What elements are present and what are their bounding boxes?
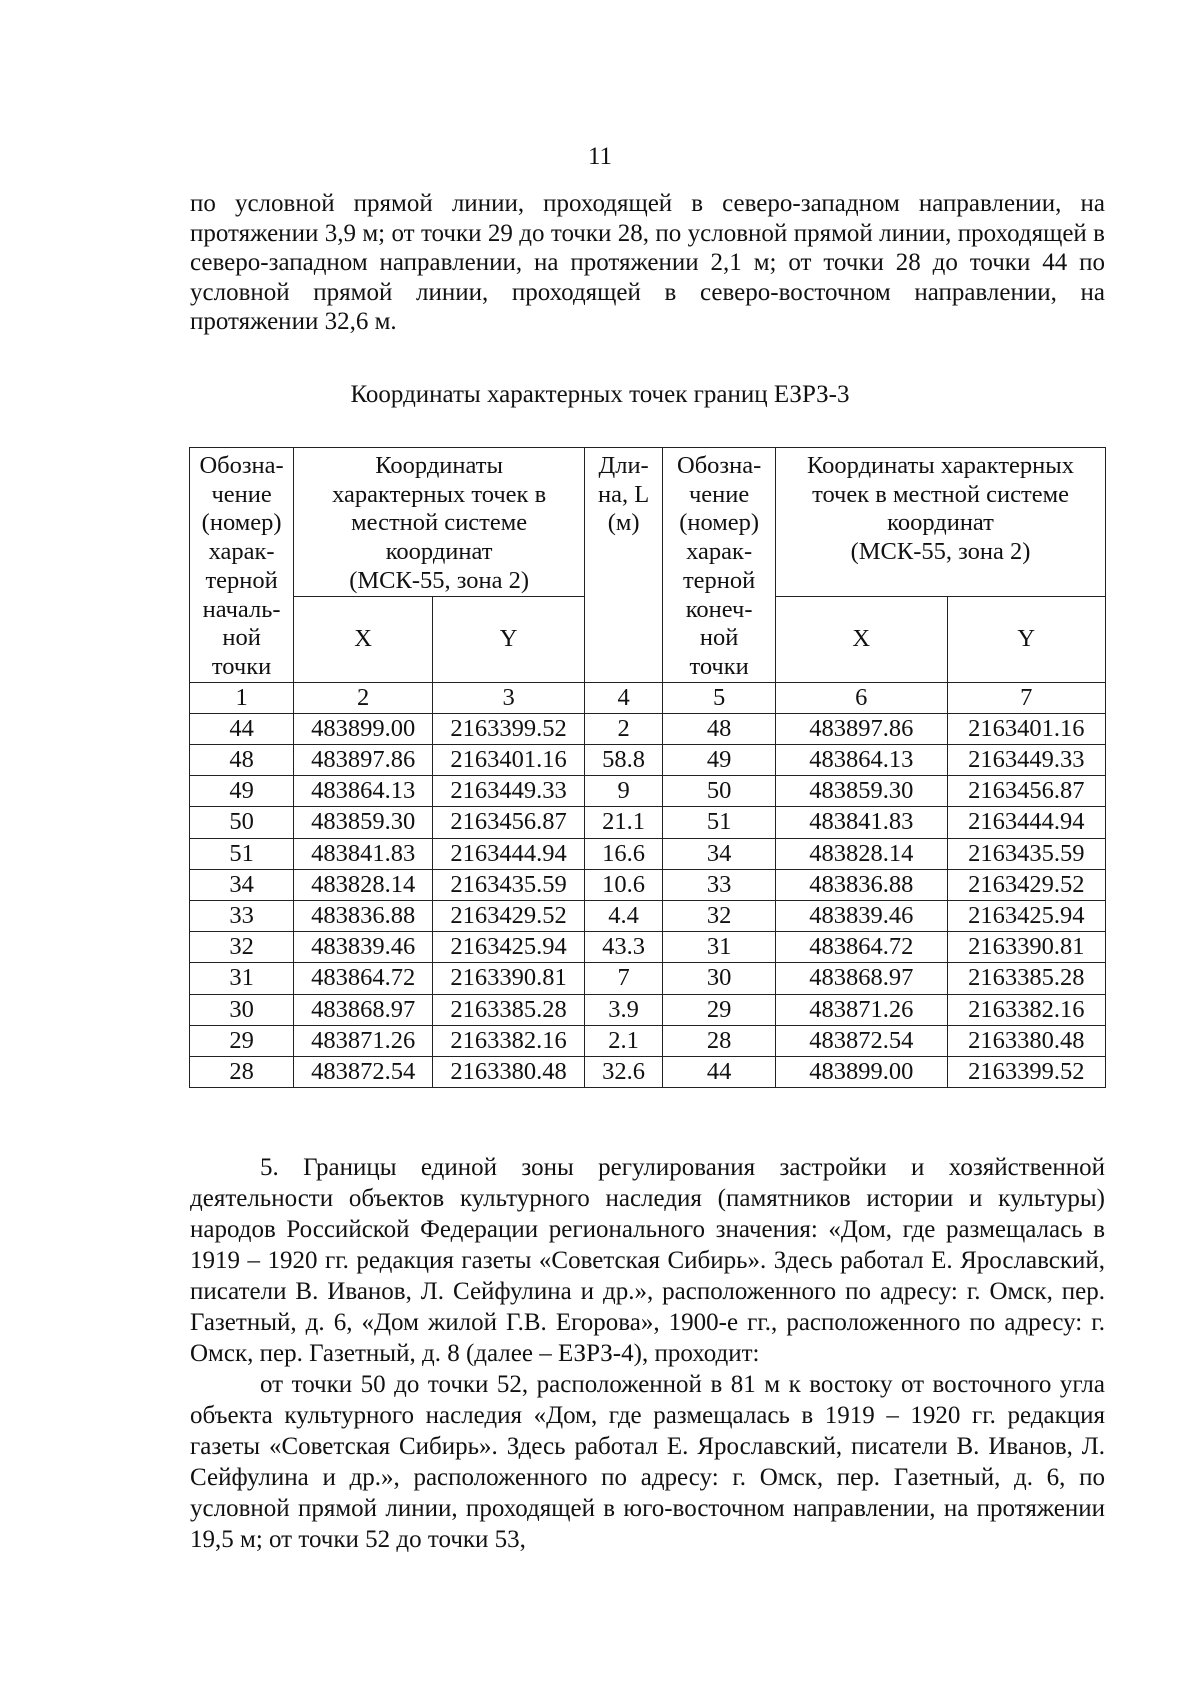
table-cell: 3.9 <box>585 994 663 1025</box>
table-cell: 28 <box>663 1025 776 1056</box>
column-numbers-row <box>190 682 1106 713</box>
coordinates-table <box>189 447 1106 1088</box>
table-cell: 34 <box>663 838 776 869</box>
column-number: 1 <box>190 682 294 713</box>
table-cell: 32.6 <box>585 1056 663 1087</box>
table-row <box>190 994 1106 1025</box>
table-cell: 30 <box>663 963 776 994</box>
table-cell: 32 <box>663 900 776 931</box>
table-cell: 2 <box>585 713 663 744</box>
table-cell: 2163390.81 <box>947 932 1105 963</box>
table-cell: 483841.83 <box>294 838 433 869</box>
table-row <box>190 1025 1106 1056</box>
table-cell: 31 <box>663 932 776 963</box>
table-cell: 2163429.52 <box>433 900 585 931</box>
table-cell: 2163444.94 <box>947 807 1105 838</box>
table-cell: 28 <box>190 1056 294 1087</box>
table-cell: 2163425.94 <box>947 900 1105 931</box>
table-cell: 29 <box>663 994 776 1025</box>
table-cell: 2.1 <box>585 1025 663 1056</box>
header-y: Y <box>433 596 585 682</box>
table-cell: 44 <box>190 713 294 744</box>
table-cell: 48 <box>663 713 776 744</box>
section-5-paragraph: 5. Границы единой зоны регулирования застройки и хозяйственной деятельности объектов культурного наследия (памятников истории и культуры) народов Российской Федерации регионального значения: «Дом, где размещалась в 1919 – 1920 гг. редакция газеты «Советская Сибирь». Здесь работал Е. Ярославский, писатели В. Иванов, Л. Сейфулина и др.», расположенного по адресу: г. Омск, пер. Газетный, д. 6, «Дом жилой Г.В. Егорова», 1900-е гг., расположенного по адресу: г. Омск, пер. Газетный, д. 8 (далее – ЕЗРЗ-4), проходит: <box>190 1154 1105 1367</box>
table-cell: 483828.14 <box>294 869 433 900</box>
table-row <box>190 1056 1106 1087</box>
table-cell: 483864.13 <box>294 776 433 807</box>
header-y2: Y <box>947 596 1105 682</box>
table-cell: 2163456.87 <box>947 776 1105 807</box>
column-number: 4 <box>585 682 663 713</box>
table-cell: 483864.72 <box>776 932 947 963</box>
table-cell: 2163449.33 <box>433 776 585 807</box>
section-5-route-paragraph: от точки 50 до точки 52, расположенной в 81 м к востоку от восточного угла объекта культурного наследия «Дом, где размещалась в 1919 – 1920 гг. редакция газеты «Советская Сибирь». Здесь работал Е. Ярославский, писатели В. Иванов, Л. Сейфулина и др.», расположенного по адресу: г. Омск, пер. Газетный, д. 6, по условной прямой линии, проходящей в юго-восточном направлении, на протяжении 19,5 м; от точки 52 до точки 53, <box>190 1371 1105 1553</box>
table-cell: 483859.30 <box>294 807 433 838</box>
intro-paragraph: по условной прямой линии, проходящей в северо-западном направлении, на протяжении 3,9 м; от точки 29 до точки 28, по условной прямой линии, проходящей в северо-западном направлении, на протяжении 2,1 м; от точки 28 до точки 44 по условной прямой линии, проходящей в северо-восточном направлении, на протяжении 32,6 м. <box>190 190 1105 335</box>
table-cell: 43.3 <box>585 932 663 963</box>
table-cell: 51 <box>190 838 294 869</box>
table-cell: 483868.97 <box>776 963 947 994</box>
table-cell: 483897.86 <box>776 713 947 744</box>
table-row <box>190 838 1106 869</box>
table-cell: 2163385.28 <box>433 994 585 1025</box>
header-end-point: Обозна- чение (номер) харак- терной конеч- ной точки <box>663 448 776 683</box>
table-cell: 16.6 <box>585 838 663 869</box>
column-number: 2 <box>294 682 433 713</box>
table-cell: 32 <box>190 932 294 963</box>
table-cell: 483841.83 <box>776 807 947 838</box>
table-cell: 29 <box>190 1025 294 1056</box>
table-cell: 51 <box>663 807 776 838</box>
table-cell: 31 <box>190 963 294 994</box>
table-cell: 4.4 <box>585 900 663 931</box>
table-row <box>190 963 1106 994</box>
table-cell: 2163385.28 <box>947 963 1105 994</box>
table-cell: 483899.00 <box>294 713 433 744</box>
table-cell: 58.8 <box>585 745 663 776</box>
table-cell: 2163456.87 <box>433 807 585 838</box>
table-cell: 483872.54 <box>294 1056 433 1087</box>
section-5 <box>190 1152 1105 1555</box>
table-cell: 483828.14 <box>776 838 947 869</box>
table-cell: 2163390.81 <box>433 963 585 994</box>
header-start-point: Обозна- чение (номер) харак- терной началь- ной точки <box>190 448 294 683</box>
table-cell: 10.6 <box>585 869 663 900</box>
table-cell: 7 <box>585 963 663 994</box>
header-x: X <box>294 596 433 682</box>
table-cell: 2163401.16 <box>433 745 585 776</box>
table-cell: 483868.97 <box>294 994 433 1025</box>
header-end-coords: Координаты характерных точек в местной системе координат (МСК-55, зона 2) <box>776 448 1106 597</box>
table-cell: 49 <box>190 776 294 807</box>
table-cell: 21.1 <box>585 807 663 838</box>
table-cell: 2163401.16 <box>947 713 1105 744</box>
header-x2: X <box>776 596 947 682</box>
table-cell: 2163425.94 <box>433 932 585 963</box>
table-cell: 2163382.16 <box>947 994 1105 1025</box>
table-cell: 483864.13 <box>776 745 947 776</box>
table-cell: 33 <box>663 869 776 900</box>
table-cell: 49 <box>663 745 776 776</box>
table-cell: 2163429.52 <box>947 869 1105 900</box>
table-cell: 50 <box>190 807 294 838</box>
column-number: 6 <box>776 682 947 713</box>
table-cell: 483864.72 <box>294 963 433 994</box>
table-cell: 50 <box>663 776 776 807</box>
table-cell: 2163435.59 <box>433 869 585 900</box>
table-cell: 483836.88 <box>776 869 947 900</box>
table-cell: 483872.54 <box>776 1025 947 1056</box>
table-caption: Координаты характерных точек границ ЕЗРЗ-3 <box>350 381 850 408</box>
table-cell: 483839.46 <box>294 932 433 963</box>
table-row <box>190 900 1106 931</box>
table-cell: 2163444.94 <box>433 838 585 869</box>
table-cell: 2163380.48 <box>433 1056 585 1087</box>
table-cell: 483871.26 <box>776 994 947 1025</box>
table-row <box>190 932 1106 963</box>
table-cell: 483836.88 <box>294 900 433 931</box>
table-cell: 2163449.33 <box>947 745 1105 776</box>
table-row <box>190 807 1106 838</box>
table-row <box>190 745 1106 776</box>
page-number: 11 <box>587 143 613 170</box>
table-row <box>190 869 1106 900</box>
table-row <box>190 776 1106 807</box>
table-cell: 483897.86 <box>294 745 433 776</box>
table-cell: 30 <box>190 994 294 1025</box>
table-cell: 483859.30 <box>776 776 947 807</box>
header-length: Дли- на, L (м) <box>585 448 663 683</box>
table-cell: 34 <box>190 869 294 900</box>
column-number: 3 <box>433 682 585 713</box>
table-cell: 2163382.16 <box>433 1025 585 1056</box>
column-number: 5 <box>663 682 776 713</box>
table-cell: 44 <box>663 1056 776 1087</box>
table-cell: 2163399.52 <box>433 713 585 744</box>
table-cell: 9 <box>585 776 663 807</box>
header-start-coords: Координаты характерных точек в местной системе координат (МСК-55, зона 2) <box>294 448 585 597</box>
table-cell: 48 <box>190 745 294 776</box>
table-cell: 2163380.48 <box>947 1025 1105 1056</box>
table-cell: 483839.46 <box>776 900 947 931</box>
table-cell: 483871.26 <box>294 1025 433 1056</box>
table-row <box>190 713 1106 744</box>
column-number: 7 <box>947 682 1105 713</box>
table-cell: 483899.00 <box>776 1056 947 1087</box>
table-cell: 2163399.52 <box>947 1056 1105 1087</box>
table-cell: 33 <box>190 900 294 931</box>
table-cell: 2163435.59 <box>947 838 1105 869</box>
